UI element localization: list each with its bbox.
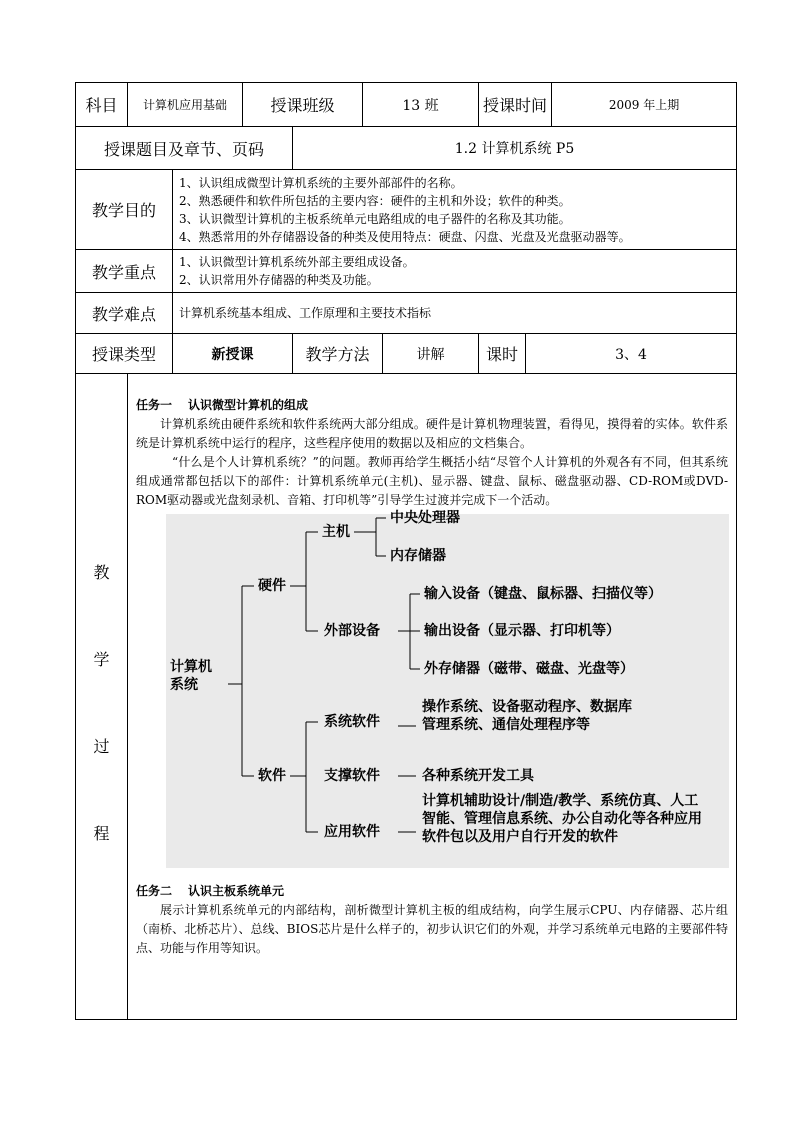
lesson-type-label: 授课类型	[76, 334, 173, 374]
diagram-support-software-desc: 各种系统开发工具	[422, 768, 534, 784]
diagram-peripherals: 外部设备	[324, 623, 380, 639]
header-row	[76, 83, 737, 127]
topic-label: 授课题目及章节、页码	[76, 127, 293, 170]
diagram-hardware: 硬件	[258, 578, 286, 594]
key-points-label: 教学重点	[76, 250, 173, 293]
key-points-row	[76, 250, 737, 293]
diagram-input: 输入设备（键盘、鼠标器、扫描仪等）	[424, 586, 662, 602]
diagram-system-software-desc1: 操作系统、设备驱动程序、数据库	[422, 699, 632, 715]
diagram-output: 输出设备（显示器、打印机等）	[424, 623, 620, 639]
process-char: 程	[93, 824, 110, 843]
subject-value: 计算机应用基础	[128, 83, 243, 127]
time-label: 授课时间	[479, 83, 552, 127]
hours-label: 课时	[479, 334, 526, 374]
process-row	[76, 374, 737, 1020]
topic-value: 1.2 计算机系统 P5	[293, 127, 737, 170]
method-value: 讲解	[383, 334, 479, 374]
diagram-software: 软件	[258, 768, 286, 784]
time-value: 2009 年上期	[552, 83, 737, 127]
objectives-list	[173, 170, 737, 250]
list-item: 2、熟悉硬件和软件所包括的主要内容：硬件的主机和外设；软件的种类。	[179, 193, 571, 208]
task1-title: 认识微型计算机的组成	[188, 398, 309, 412]
computer-system-diagram	[166, 510, 729, 868]
objectives-row	[76, 170, 737, 250]
process-char: 学	[93, 650, 110, 669]
hours-value: 3、4	[526, 334, 737, 374]
task1-paragraph-1: 计算机系统由硬件系统和软件系统两大部分组成。硬件是计算机物理装置，看得见，摸得着的实体。软件系统是计算机系统中运行的程序，这些程序使用的数据以及相应的文档集合。	[136, 417, 729, 450]
lesson-type-value: 新授课	[173, 334, 293, 374]
class-label: 授课班级	[243, 83, 363, 127]
diagram-host: 主机	[322, 524, 350, 540]
difficulties-value: 计算机系统基本组成、工作原理和主要技术指标	[173, 293, 737, 334]
process-char: 过	[93, 737, 110, 756]
key-points-list	[173, 250, 737, 293]
process-label	[76, 374, 128, 1020]
diagram-cpu: 中央处理器	[390, 510, 460, 526]
diagram-root-line1: 计算机	[170, 659, 212, 675]
task1-paragraph-2: “什么是个人计算机系统？”的问题。教师再给学生概括小结“尽管个人计算机的外观各有不同，但其系统组成通常都包括以下的部件：计算机系统单元(主机)、显示器、键盘、鼠标、磁盘驱动器、CD-ROM或DVD-ROM驱动器或光盘刻录机、音箱、打印机等”引导学生过渡并完成下一个活动。	[136, 455, 729, 507]
method-label: 教学方法	[293, 334, 383, 374]
task2-title: 认识主板系统单元	[188, 884, 285, 898]
list-item: 4、熟悉常用的外存储器设备的种类及使用特点：硬盘、闪盘、光盘及光盘驱动器等。	[179, 229, 631, 244]
subject-label: 科目	[76, 83, 128, 127]
process-content	[128, 374, 737, 1020]
task2-heading	[136, 882, 728, 901]
diagram-application-software-desc2: 智能、管理信息系统、办公自动化等各种应用	[422, 811, 702, 827]
diagram-system-software-desc2: 管理系统、通信处理程序等	[422, 717, 590, 733]
diagram-application-software-desc3: 软件包以及用户自行开发的软件	[422, 829, 618, 845]
diagram-storage: 外存储器（磁带、磁盘、光盘等）	[424, 661, 634, 677]
list-item: 3、认识微型计算机的主板系统单元电路组成的电子器件的名称及其功能。	[179, 211, 571, 226]
diagram-application-software-desc1: 计算机辅助设计/制造/教学、系统仿真、人工	[422, 793, 699, 809]
process-char: 教	[93, 563, 110, 582]
diagram-memory: 内存储器	[390, 548, 446, 564]
task2-prefix: 任务二	[136, 884, 173, 898]
list-item: 1、认识微型计算机系统外部主要组成设备。	[179, 255, 415, 269]
lesson-plan-table	[75, 82, 737, 1020]
diagram-support-software: 支撑软件	[324, 768, 380, 784]
task1-prefix: 任务一	[136, 398, 173, 412]
diagram-system-software: 系统软件	[324, 714, 380, 730]
topic-row	[76, 127, 737, 170]
class-value: 13 班	[363, 83, 479, 127]
diagram-root-line2: 系统	[170, 677, 198, 693]
lesson-row	[76, 334, 737, 374]
difficulties-row	[76, 293, 737, 334]
task2-paragraph: 展示计算机系统单元的内部结构，剖析微型计算机主板的组成结构，向学生展示CPU、内存储器、芯片组（南桥、北桥芯片）、总线、BIOS芯片是什么样子的，初步认识它们的外观，并学习系统单元电路的主要部件特点、功能与作用等知识。	[136, 903, 729, 955]
diagram-application-software: 应用软件	[324, 824, 380, 840]
list-item: 2、认识常用外存储器的种类及功能。	[179, 273, 379, 287]
objectives-label: 教学目的	[76, 170, 173, 250]
task1-heading	[136, 396, 728, 415]
difficulties-label: 教学难点	[76, 293, 173, 334]
list-item: 1、认识组成微型计算机系统的主要外部部件的名称。	[179, 175, 463, 190]
